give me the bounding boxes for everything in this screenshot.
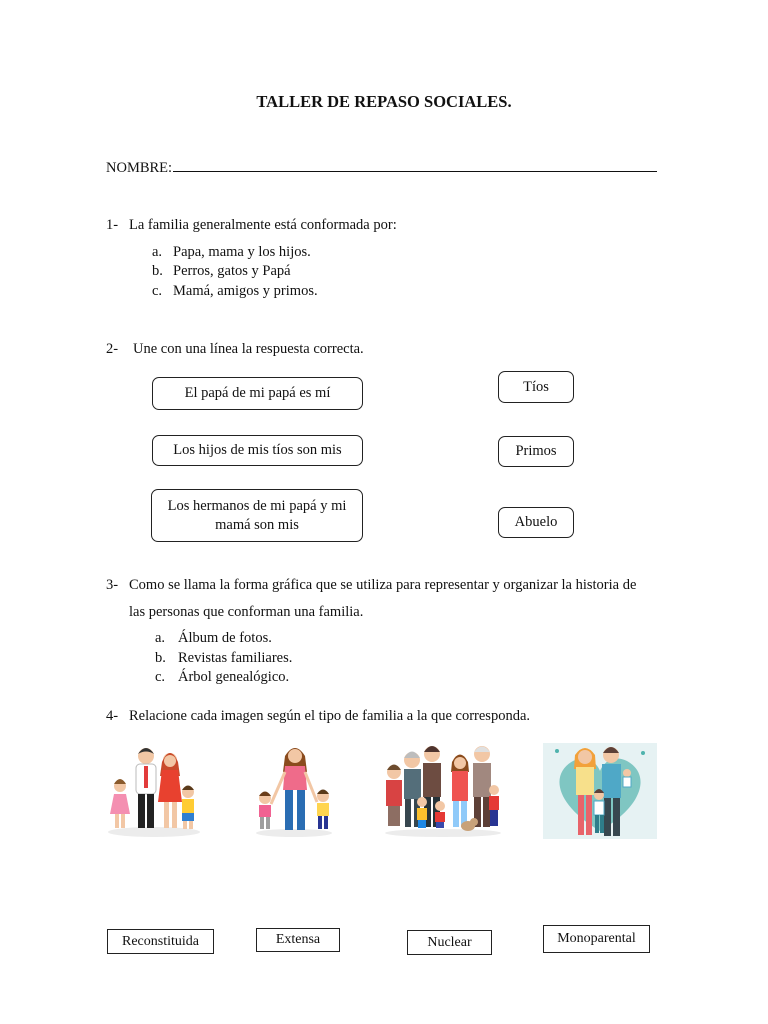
q3-option-b[interactable]: b. Revistas familiares. — [155, 650, 293, 666]
question-3 — [106, 577, 636, 594]
q3-option-c[interactable]: c. Árbol genealógico. — [155, 669, 290, 685]
match-left-1[interactable]: El papá de mi papá es mí — [152, 377, 363, 410]
question-number: 4- — [106, 708, 119, 724]
couple-with-children-heart-background-illustration — [543, 743, 657, 839]
question-1 — [106, 217, 397, 234]
family-parents-two-children-illustration — [104, 742, 204, 838]
match-right-3[interactable]: Abuelo — [498, 507, 574, 538]
question-number: 1- — [106, 217, 119, 233]
family-type-label-nuclear[interactable]: Nuclear — [407, 930, 492, 955]
q3-option-a[interactable]: a. Álbum de fotos. — [155, 630, 272, 646]
family-type-label-extensa[interactable]: Extensa — [256, 928, 340, 952]
mother-with-two-children-illustration — [248, 742, 340, 838]
match-right-1[interactable]: Tíos — [498, 371, 574, 403]
question-text: Como se llama la forma gráfica que se utiliza para representar y organizar la historia de — [129, 577, 637, 593]
question-text: Relacione cada imagen según el tipo de familia a la que corresponda. — [129, 708, 531, 724]
match-left-3[interactable]: Los hermanos de mi papá y mi mamá son mis — [151, 489, 363, 542]
question-text: Une con una línea la respuesta correcta. — [133, 341, 364, 357]
question-number: 2- — [106, 341, 119, 357]
q1-option-a[interactable]: a. Papa, mama y los hijos. — [152, 244, 311, 260]
question-4 — [106, 708, 530, 725]
extended-family-with-grandparents-illustration — [380, 740, 506, 838]
family-type-label-monoparental[interactable]: Monoparental — [543, 925, 650, 953]
question-text: La familia generalmente está conformada por: — [129, 217, 397, 233]
question-number: 3- — [106, 577, 119, 593]
question-3-line2: las personas que conforman una familia. — [129, 604, 364, 620]
family-type-label-reconstituida[interactable]: Reconstituida — [107, 929, 214, 954]
match-right-2[interactable]: Primos — [498, 436, 574, 467]
question-2 — [106, 341, 364, 358]
q1-option-c[interactable]: c. Mamá, amigos y primos. — [152, 283, 318, 299]
q1-option-b[interactable]: b. Perros, gatos y Papá — [152, 263, 291, 279]
page-title: TALLER DE REPASO SOCIALES. — [256, 92, 512, 111]
name-field[interactable] — [106, 157, 657, 177]
match-left-2[interactable]: Los hijos de mis tíos son mis — [152, 435, 363, 466]
name-label: NOMBRE: — [106, 160, 173, 176]
name-underline[interactable] — [173, 157, 657, 172]
